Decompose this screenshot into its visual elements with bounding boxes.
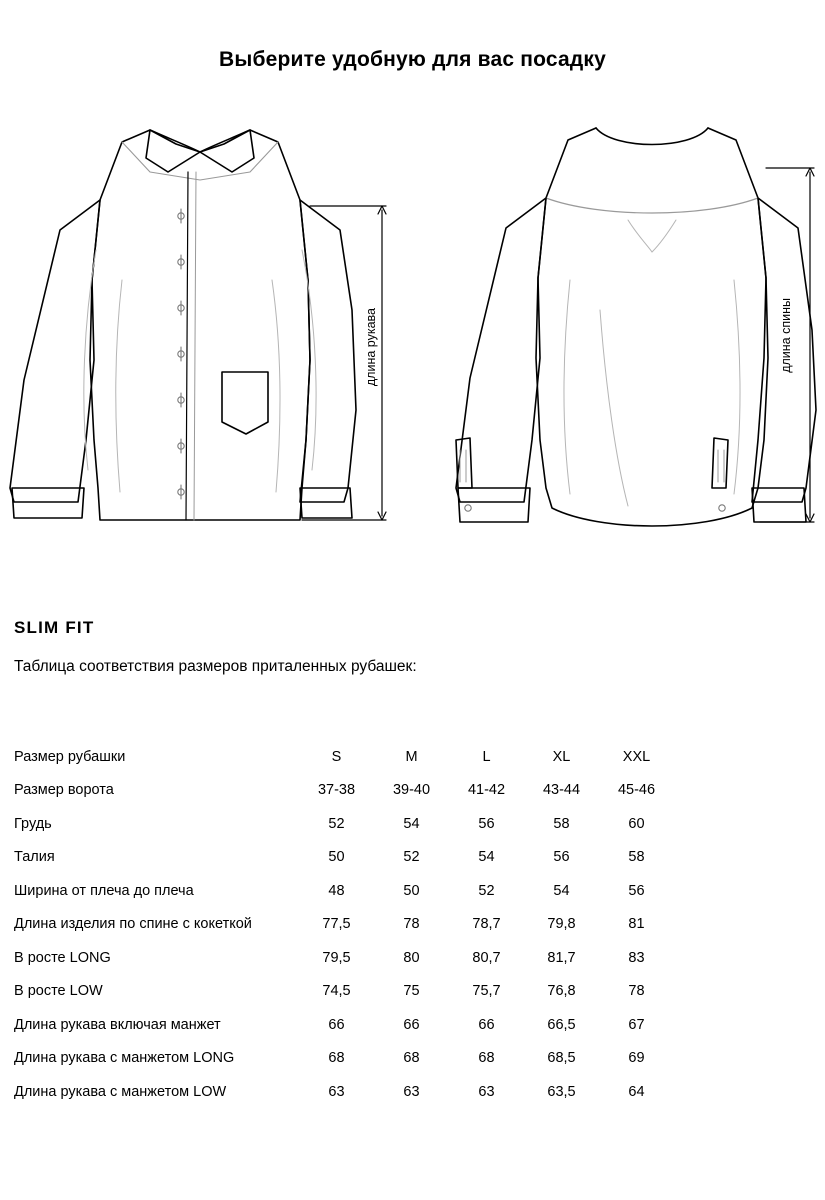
shirt-diagram <box>0 110 825 570</box>
cell-l: 75,7 <box>472 983 501 1000</box>
table-row <box>14 908 674 942</box>
cell-xl: 81,7 <box>547 949 576 966</box>
table-row <box>14 1008 674 1042</box>
fit-subtitle: Таблица соответствия размеров приталенных рубашек: <box>14 658 417 675</box>
size-table <box>14 740 674 1109</box>
row-label: Длина рукава с манжетом LONG <box>14 1050 235 1067</box>
cell-xxl: 67 <box>628 1016 645 1033</box>
row-label: Длина изделия по спине с кокеткой <box>14 916 252 933</box>
cell-xxl: 64 <box>628 1083 645 1100</box>
cell-m: 80 <box>403 949 420 966</box>
cell-m: 75 <box>403 983 420 1000</box>
cell-xl: 79,8 <box>547 916 576 933</box>
front-shirt-illustration <box>10 130 356 520</box>
row-label: В росте LONG <box>14 949 111 966</box>
column-header-s: S <box>331 748 342 765</box>
cell-s: 50 <box>328 849 345 866</box>
cell-m: 50 <box>403 882 420 899</box>
cell-l: 80,7 <box>472 949 501 966</box>
cell-s: 52 <box>328 815 345 832</box>
size-table-head <box>14 740 674 774</box>
row-label: Грудь <box>14 815 52 832</box>
cell-l: 66 <box>478 1016 495 1033</box>
cell-xxl: 58 <box>628 849 645 866</box>
cell-xl: 54 <box>553 882 570 899</box>
cell-m: 68 <box>403 1050 420 1067</box>
row-label: В росте LOW <box>14 983 103 1000</box>
cell-s: 74,5 <box>322 983 351 1000</box>
cell-s: 77,5 <box>322 916 351 933</box>
cell-xxl: 69 <box>628 1050 645 1067</box>
cell-m: 63 <box>403 1083 420 1100</box>
cell-s: 37-38 <box>317 782 356 799</box>
size-table-body <box>14 774 674 1109</box>
fit-name: SLIM FIT <box>14 618 95 637</box>
cell-l: 54 <box>478 849 495 866</box>
cell-m: 54 <box>403 815 420 832</box>
sleeve-length-label: длина рукава <box>364 308 378 387</box>
row-label: Длина рукава включая манжет <box>14 1016 221 1033</box>
cell-l: 41-42 <box>467 782 506 799</box>
cell-xl: 76,8 <box>547 983 576 1000</box>
row-label: Размер ворота <box>14 782 114 799</box>
table-row <box>14 874 674 908</box>
cell-l: 63 <box>478 1083 495 1100</box>
cell-s: 66 <box>328 1016 345 1033</box>
cell-xl: 68,5 <box>547 1050 576 1067</box>
table-header-row <box>14 740 674 774</box>
cell-xxl: 83 <box>628 949 645 966</box>
table-row <box>14 1075 674 1109</box>
cell-m: 66 <box>403 1016 420 1033</box>
cell-xxl: 78 <box>628 983 645 1000</box>
cell-m: 39-40 <box>392 782 431 799</box>
table-row <box>14 941 674 975</box>
cell-xxl: 60 <box>628 815 645 832</box>
cell-l: 78,7 <box>472 916 501 933</box>
cell-xl: 58 <box>553 815 570 832</box>
column-header-measure: Размер рубашки <box>14 748 126 765</box>
cell-s: 68 <box>328 1050 345 1067</box>
cell-xxl: 45-46 <box>617 782 656 799</box>
cell-xl: 63,5 <box>547 1083 576 1100</box>
cell-s: 48 <box>328 882 345 899</box>
table-row <box>14 1042 674 1076</box>
cell-l: 56 <box>478 815 495 832</box>
page-title: Выберите удобную для вас посадку <box>218 48 607 71</box>
row-label: Длина рукава с манжетом LOW <box>14 1083 227 1100</box>
column-header-xxl: XXL <box>622 748 651 765</box>
back-length-label: длина спины <box>779 298 793 373</box>
table-row <box>14 975 674 1009</box>
cell-l: 68 <box>478 1050 495 1067</box>
table-row <box>14 841 674 875</box>
cell-m: 78 <box>403 916 420 933</box>
cell-s: 79,5 <box>322 949 351 966</box>
table-row <box>14 774 674 808</box>
cell-xxl: 56 <box>628 882 645 899</box>
cell-xl: 66,5 <box>547 1016 576 1033</box>
back-shirt-illustration <box>456 128 816 526</box>
cell-xl: 56 <box>553 849 570 866</box>
row-label: Ширина от плеча до плеча <box>14 882 194 899</box>
cell-m: 52 <box>403 849 420 866</box>
cell-xl: 43-44 <box>542 782 581 799</box>
shirt-diagram-svg <box>0 110 825 570</box>
cell-l: 52 <box>478 882 495 899</box>
cell-xxl: 81 <box>628 916 645 933</box>
column-header-xl: XL <box>552 748 571 765</box>
button-marks <box>178 209 184 499</box>
column-header-m: M <box>405 748 418 765</box>
table-row <box>14 807 674 841</box>
cell-s: 63 <box>328 1083 345 1100</box>
column-header-l: L <box>482 748 491 765</box>
row-label: Талия <box>14 849 55 866</box>
